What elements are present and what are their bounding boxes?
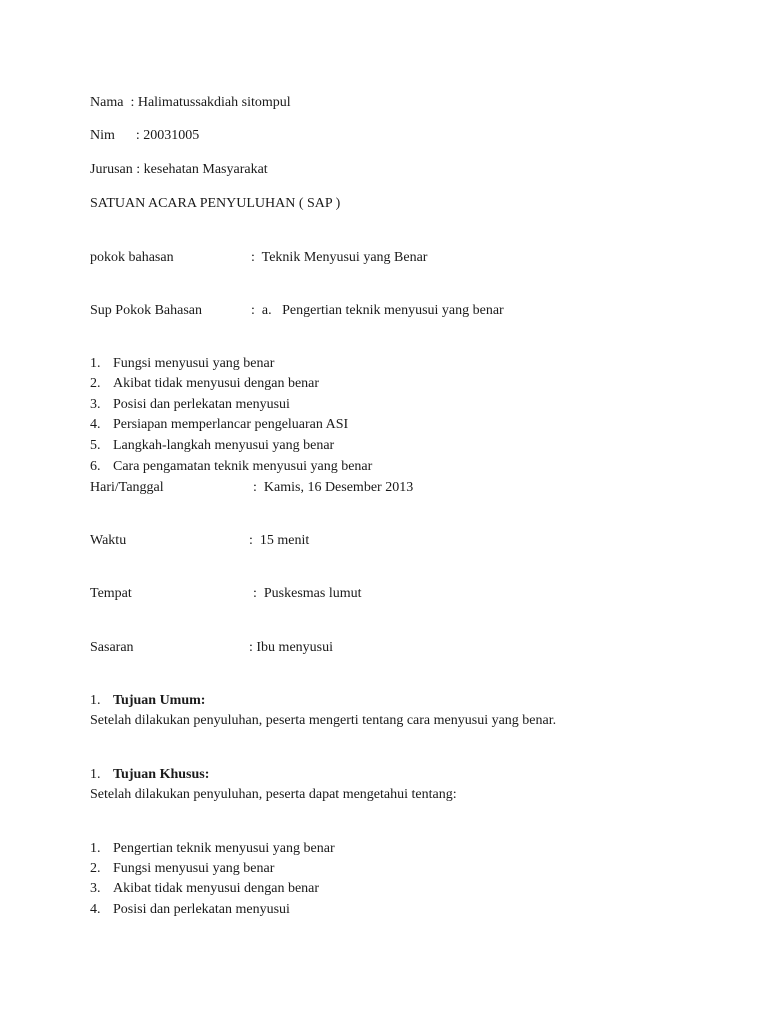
hari-tanggal-text: Kamis, 16 Desember 2013 <box>263 480 414 495</box>
pokok-bahasan-text: Teknik Menyusui yang Benar <box>261 250 428 265</box>
jurusan-value: kesehatan Masyarakat <box>143 162 268 177</box>
list-item-text: Langkah-langkah menyusui yang benar <box>113 438 335 453</box>
list-item-text: Cara pengamatan teknik menyusui yang benar <box>113 459 373 474</box>
tujuan-umum-title: Tujuan Umum: <box>113 693 206 708</box>
list-item-number: 2. <box>90 861 101 876</box>
tujuan-umum-heading <box>90 692 205 710</box>
list-item-text: Pengertian teknik menyusui yang benar <box>113 841 335 856</box>
list-item <box>90 416 348 434</box>
tempat-text: Puskesmas lumut <box>263 586 362 601</box>
nama-value: Halimatussakdiah sitompul <box>137 95 291 110</box>
tujuan-khusus-number: 1. <box>90 767 101 782</box>
nama-line: Nama : Halimatussakdiah sitompul <box>90 95 291 110</box>
nim-value: 20031005 <box>143 128 200 143</box>
tujuan-umum-text: Setelah dilakukan penyuluhan, peserta mengerti tentang cara menyusui yang benar. <box>90 713 557 728</box>
tujuan-umum-number: 1. <box>90 693 101 708</box>
list-item-number: 5. <box>90 438 101 453</box>
waktu-label: Waktu <box>90 533 127 548</box>
list-item-number: 6. <box>90 459 101 474</box>
nama-label: Nama <box>90 95 124 110</box>
jurusan-line: Jurusan : kesehatan Masyarakat <box>90 162 268 177</box>
document-title: SATUAN ACARA PENYULUHAN ( SAP ) <box>90 196 341 211</box>
waktu-text: 15 menit <box>259 533 310 548</box>
list-item-text: Akibat tidak menyusui dengan benar <box>113 881 320 896</box>
list-item <box>90 840 335 858</box>
list-item <box>90 458 372 476</box>
list-item <box>90 437 334 455</box>
tujuan-khusus-title: Tujuan Khusus: <box>113 767 210 782</box>
sup-pokok-marker: a. <box>261 303 272 318</box>
waktu-value: : 15 menit <box>249 533 310 548</box>
list-item <box>90 375 319 393</box>
list-item-number: 1. <box>90 356 101 371</box>
tempat-value: : Puskesmas lumut <box>253 586 362 601</box>
list-item <box>90 860 274 878</box>
list-item <box>90 396 290 414</box>
list-item <box>90 901 290 919</box>
pokok-bahasan-label: pokok bahasan <box>90 250 174 265</box>
sasaran-text: Ibu menyusui <box>256 640 333 655</box>
list-item <box>90 355 274 373</box>
pokok-bahasan-value: : Teknik Menyusui yang Benar <box>251 250 428 265</box>
list-item-number: 1. <box>90 841 101 856</box>
hari-tanggal-value: : Kamis, 16 Desember 2013 <box>253 480 414 495</box>
sup-pokok-text: Pengertian teknik menyusui yang benar <box>282 303 504 318</box>
list-item-number: 3. <box>90 881 101 896</box>
list-item-text: Posisi dan perlekatan menyusui <box>113 902 290 917</box>
jurusan-label: Jurusan <box>90 162 133 177</box>
list-item-number: 2. <box>90 376 101 391</box>
nim-line: Nim : 20031005 <box>90 128 200 143</box>
sasaran-label: Sasaran <box>90 640 134 655</box>
tempat-label: Tempat <box>90 586 132 601</box>
tujuan-khusus-text: Setelah dilakukan penyuluhan, peserta dapat mengetahui tentang: <box>90 787 457 802</box>
list-item-text: Fungsi menyusui yang benar <box>113 356 275 371</box>
hari-tanggal-label: Hari/Tanggal <box>90 480 164 495</box>
list-item-number: 4. <box>90 902 101 917</box>
tujuan-khusus-heading <box>90 766 209 784</box>
list-item-text: Akibat tidak menyusui dengan benar <box>113 376 320 391</box>
sup-pokok-bahasan-label: Sup Pokok Bahasan <box>90 303 202 318</box>
list-item-text: Posisi dan perlekatan menyusui <box>113 397 290 412</box>
list-item-text: Fungsi menyusui yang benar <box>113 861 275 876</box>
list-item-number: 4. <box>90 417 101 432</box>
nim-label: Nim <box>90 128 115 143</box>
list-item-text: Persiapan memperlancar pengeluaran ASI <box>113 417 349 432</box>
list-item <box>90 880 319 898</box>
list-item-number: 3. <box>90 397 101 412</box>
sasaran-value: : Ibu menyusui <box>249 640 333 655</box>
sup-pokok-bahasan-value: : a. Pengertian teknik menyusui yang benar <box>251 303 504 318</box>
